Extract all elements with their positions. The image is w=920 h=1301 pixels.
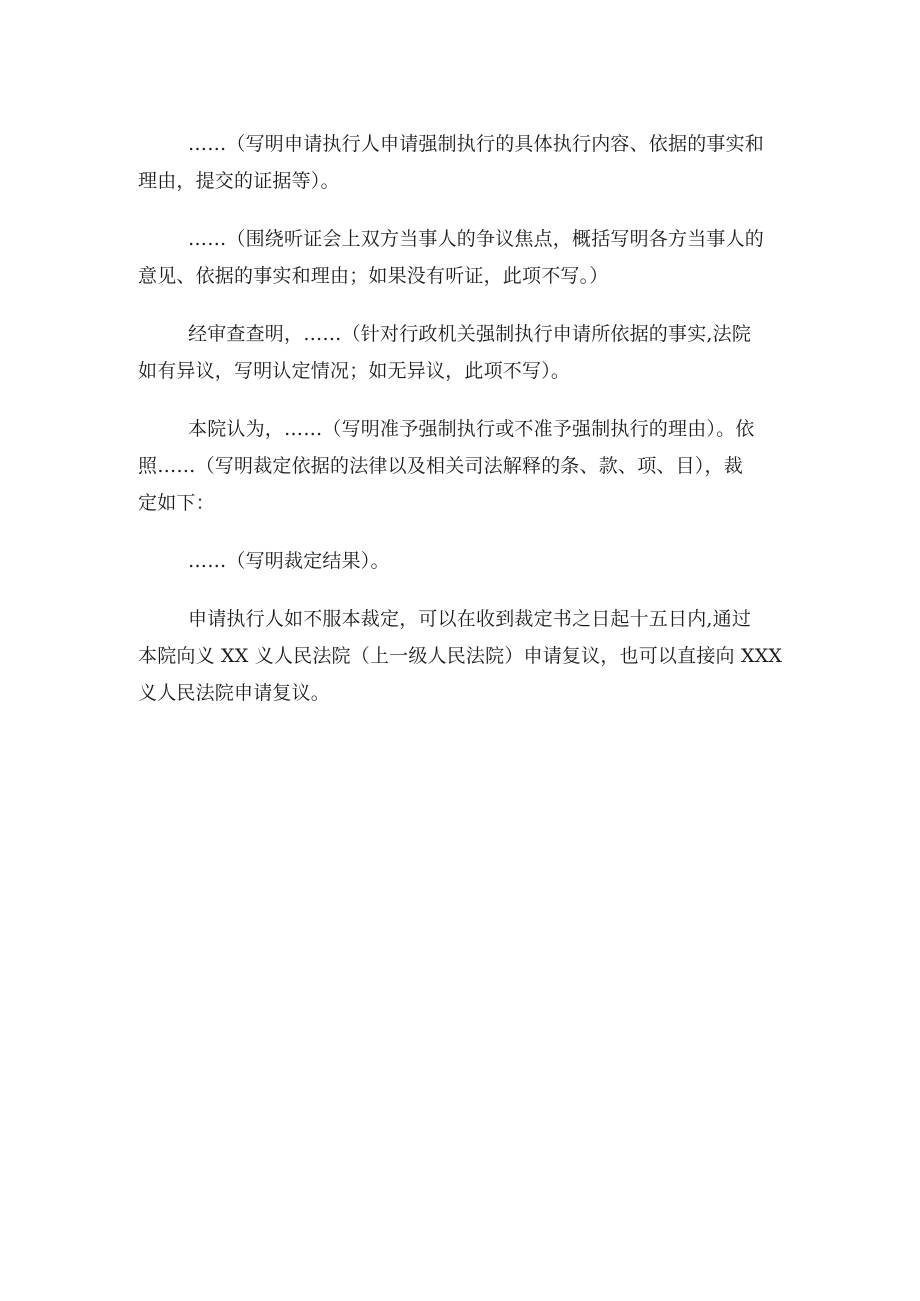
paragraph-hearing-dispute <box>138 221 788 295</box>
paragraph-review-findings <box>138 316 788 390</box>
paragraph-line: 经审查查明，……（针对行政机关强制执行申请所依据的事实,法院 <box>188 323 752 345</box>
paragraph-line: ……（写明裁定结果）。 <box>188 550 390 572</box>
paragraph-line: 理由，提交的证据等）。 <box>138 170 340 192</box>
paragraph-line: ……（围绕听证会上双方当事人的争议焦点，概括写明各方当事人的 <box>188 228 765 250</box>
paragraph-line: 如有异议，写明认定情况；如无异议，此项不写）。 <box>138 360 571 382</box>
paragraph-line: 本院向义 XX 义人民法院（上一级人民法院）申请复议，也可以直接向 XXX <box>138 645 783 667</box>
paragraph-ruling-result <box>138 543 788 580</box>
paragraph-line: 义人民法院申请复议。 <box>138 682 331 704</box>
paragraph-line: 本院认为，……（写明准予强制执行或不准予强制执行的理由）。依 <box>188 418 755 440</box>
paragraph-reconsideration-notice <box>138 601 788 712</box>
paragraph-line: 照……（写明裁定依据的法律以及相关司法解释的条、款、项、目），裁 <box>138 455 743 477</box>
paragraph-line: 定如下： <box>138 492 215 514</box>
document-body <box>138 126 788 733</box>
paragraph-line: ……（写明申请执行人申请强制执行的具体执行内容、依据的事实和 <box>188 133 765 155</box>
paragraph-line: 申请执行人如不服本裁定，可以在收到裁定书之日起十五日内,通过 <box>188 608 752 630</box>
paragraph-court-opinion <box>138 411 788 522</box>
paragraph-application-content <box>138 126 788 200</box>
paragraph-line: 意见、依据的事实和理由；如果没有听证，此项不写。） <box>138 265 609 287</box>
